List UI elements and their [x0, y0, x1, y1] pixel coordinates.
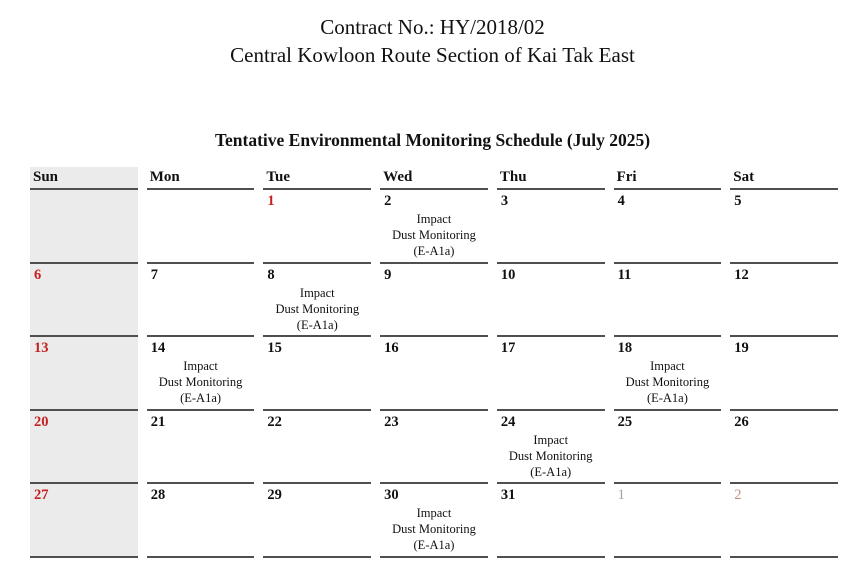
calendar-cell	[380, 190, 497, 264]
date-number: 13	[34, 340, 49, 357]
weekday-header-fri: Fri	[614, 167, 731, 190]
calendar-cell	[30, 484, 147, 558]
date-number: 31	[500, 487, 516, 504]
event-text-line: (E-A1a)	[413, 244, 455, 258]
calendar-cell	[147, 411, 264, 485]
date-number: 12	[734, 266, 749, 283]
calendar-cell	[497, 484, 614, 558]
date-number: 7	[150, 266, 158, 283]
weekday-header-thu: Thu	[497, 167, 614, 190]
date-number: 2	[384, 193, 392, 209]
date-number: 10	[500, 266, 516, 283]
calendar-cell	[30, 264, 147, 338]
calendar-cell	[497, 190, 614, 264]
event-text-line: Impact	[183, 359, 218, 374]
date-number: 4	[617, 193, 625, 209]
weekday-header-sun: Sun	[30, 167, 147, 190]
dust-monitoring-event	[497, 432, 614, 480]
calendar-cell	[147, 190, 264, 264]
calendar-cell	[380, 411, 497, 485]
calendar-cell	[263, 190, 380, 264]
calendar-cell	[730, 264, 847, 338]
event-text-line: Dust Monitoring	[508, 448, 593, 463]
date-number: 19	[734, 340, 749, 357]
calendar-cell	[263, 484, 380, 558]
date-number: 27	[34, 487, 49, 504]
monitoring-calendar	[30, 167, 847, 558]
event-text-line: (E-A1a)	[646, 391, 688, 406]
calendar-cell	[30, 190, 147, 264]
date-number: 8	[267, 266, 275, 283]
date-number: 3	[500, 193, 509, 209]
calendar-cell	[614, 411, 731, 485]
project-name: Central Kowloon Route Section of Kai Tak East	[230, 43, 635, 67]
weekday-header-tue: Tue	[263, 167, 380, 190]
dust-monitoring-event	[380, 211, 497, 259]
event-text-line: (E-A1a)	[413, 538, 455, 553]
date-number: 17	[500, 340, 516, 357]
calendar-cell	[147, 337, 264, 411]
calendar-cell	[30, 337, 147, 411]
event-text-line: (E-A1a)	[180, 391, 222, 406]
calendar-cell	[614, 190, 731, 264]
calendar-cell	[263, 337, 380, 411]
date-number: 9	[384, 266, 392, 283]
date-number: 29	[267, 487, 282, 504]
document-header	[0, 0, 865, 69]
event-text-line: Impact	[416, 506, 452, 521]
calendar-cell	[497, 411, 614, 485]
calendar-cell	[614, 337, 731, 411]
date-number: 22	[267, 413, 282, 430]
event-text-line: Dust Monitoring	[158, 375, 243, 390]
event-text-line: Dust Monitoring	[392, 522, 476, 537]
date-number: 14	[150, 340, 166, 357]
date-number: 15	[267, 340, 282, 357]
calendar-cell	[497, 264, 614, 338]
date-number: 1	[267, 193, 275, 209]
event-text-line: Impact	[416, 212, 452, 226]
event-text-line: Impact	[299, 285, 335, 300]
calendar-cell	[263, 264, 380, 338]
date-number: 16	[384, 340, 399, 357]
event-text-line: Dust Monitoring	[625, 375, 710, 390]
calendar-cell	[730, 484, 847, 558]
calendar-cell	[147, 484, 264, 558]
calendar-cell	[730, 337, 847, 411]
calendar-cell	[614, 484, 731, 558]
event-text-line: (E-A1a)	[296, 317, 338, 332]
date-number: 6	[34, 266, 42, 283]
dust-monitoring-event	[380, 505, 497, 553]
calendar-cell	[730, 411, 847, 485]
event-text-line: Impact	[533, 432, 569, 447]
schedule-title: Tentative Environmental Monitoring Schedule (July 2025)	[214, 130, 651, 150]
calendar-cell	[147, 264, 264, 338]
date-number: 21	[150, 413, 166, 430]
calendar-cell	[614, 264, 731, 338]
event-text-line: Impact	[650, 359, 685, 374]
date-number: 26	[734, 413, 749, 430]
date-number: 28	[150, 487, 166, 504]
calendar-cell	[30, 411, 147, 485]
date-number: 2	[734, 487, 742, 504]
event-text-line: (E-A1a)	[530, 464, 572, 479]
event-text-line: Dust Monitoring	[275, 301, 360, 316]
date-number: 18	[617, 340, 633, 357]
date-number: 5	[734, 193, 742, 209]
calendar-cell	[497, 337, 614, 411]
date-number: 25	[617, 413, 633, 430]
contract-number: Contract No.: HY/2018/02	[320, 15, 545, 39]
calendar-cell	[730, 190, 847, 264]
event-text-line: Dust Monitoring	[392, 228, 476, 242]
date-number: 11	[617, 266, 632, 283]
date-number: 30	[384, 487, 399, 504]
calendar-cell	[380, 484, 497, 558]
dust-monitoring-event	[614, 358, 731, 406]
date-number: 23	[384, 413, 399, 430]
calendar-cell	[263, 411, 380, 485]
weekday-header-wed: Wed	[380, 167, 497, 190]
date-number: 1	[617, 487, 625, 504]
weekday-header-sat: Sat	[730, 167, 847, 190]
date-number: 20	[34, 413, 49, 430]
calendar-cell	[380, 337, 497, 411]
weekday-header-mon: Mon	[147, 167, 264, 190]
date-number: 24	[500, 413, 516, 430]
calendar-cell	[380, 264, 497, 338]
dust-monitoring-event	[147, 358, 264, 406]
dust-monitoring-event	[263, 285, 380, 333]
